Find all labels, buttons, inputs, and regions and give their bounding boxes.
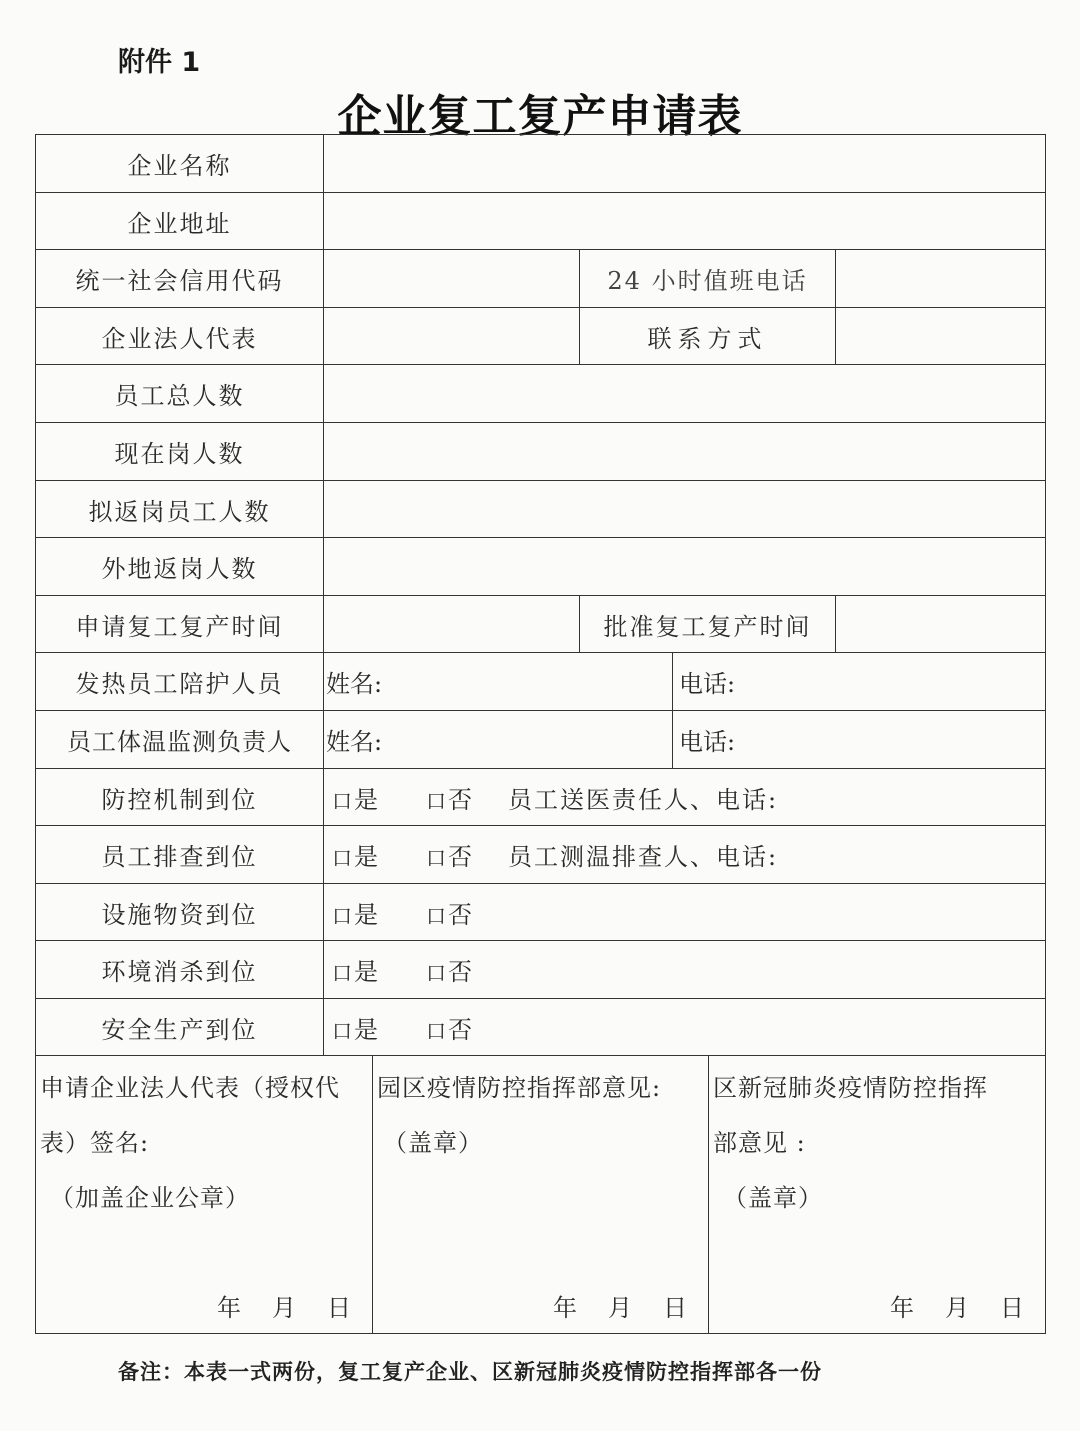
no-checkbox[interactable]: 口否 [426, 785, 472, 814]
yes-checkbox[interactable]: 口是 [332, 1015, 378, 1044]
label-prevention: 防控机制到位 [36, 769, 324, 826]
label-supplies: 设施物资到位 [36, 884, 324, 941]
check-safety [324, 999, 1045, 1056]
form-title: 企业复工复产申请表 [337, 91, 743, 142]
label-credit-code: 统一社会信用代码 [36, 250, 324, 308]
escort-responsible-label: 员工送医责任人、电话: [508, 785, 779, 814]
label-total-staff: 员工总人数 [36, 365, 324, 423]
field-fever-escort-name[interactable] [324, 653, 673, 711]
field-hotline[interactable] [836, 250, 1045, 308]
check-prevention [324, 769, 1045, 826]
applicant-line-2: 表）签名: [40, 1129, 150, 1157]
label-on-duty: 现在岗人数 [36, 423, 324, 481]
field-temp-monitor-phone[interactable] [673, 711, 1045, 769]
footer-note: 备注：本表一式两份，复工复产企业、区新冠肺炎疫情防控指挥部各一份 [118, 1359, 822, 1384]
attachment-label: 附件 1 [118, 47, 201, 78]
applicant-line-3: （加盖企业公章） [50, 1184, 250, 1212]
yes-checkbox[interactable]: 口是 [332, 958, 378, 986]
field-company-address[interactable] [324, 193, 1045, 250]
no-checkbox[interactable]: 口否 [426, 900, 472, 929]
name-label: 姓名: [326, 670, 383, 698]
district-line-2: 部意见 : [713, 1129, 806, 1157]
field-on-duty[interactable] [324, 423, 1045, 481]
field-planned-return[interactable] [324, 481, 1045, 538]
yes-checkbox[interactable]: 口是 [332, 900, 378, 929]
park-line-1: 园区疫情防控指挥部意见: [377, 1074, 662, 1102]
application-form [35, 134, 1046, 1334]
applicant-line-1: 申请企业法人代表（授权代 [40, 1074, 340, 1102]
field-legal-rep[interactable] [324, 308, 580, 365]
label-screening: 员工排查到位 [36, 826, 324, 884]
field-contact[interactable] [836, 308, 1045, 365]
yes-checkbox[interactable]: 口是 [332, 843, 378, 871]
check-disinfection [324, 941, 1045, 999]
no-checkbox[interactable]: 口否 [426, 843, 472, 871]
field-credit-code[interactable] [324, 250, 580, 308]
temp-screening-label: 员工测温排查人、电话: [508, 843, 779, 871]
district-line-1: 区新冠肺炎疫情防控指挥 [713, 1074, 988, 1102]
label-approve-time: 批准复工复产时间 [580, 596, 836, 653]
field-temp-monitor-name[interactable] [324, 711, 673, 769]
district-opinion-section[interactable] [709, 1056, 1045, 1333]
name-label: 姓名: [326, 728, 383, 756]
label-company-name: 企业名称 [36, 135, 324, 193]
no-checkbox[interactable]: 口否 [426, 958, 472, 986]
label-fever-escort: 发热员工陪护人员 [36, 653, 324, 711]
park-line-2: （盖章） [383, 1129, 483, 1157]
no-checkbox[interactable]: 口否 [426, 1015, 472, 1044]
district-date: 年 月 日 [890, 1294, 1025, 1322]
label-hotline: 24 小时值班电话 [580, 250, 836, 308]
label-contact: 联系方式 [580, 308, 836, 365]
field-apply-time[interactable] [324, 596, 580, 653]
yes-checkbox[interactable]: 口是 [332, 785, 378, 814]
check-screening [324, 826, 1045, 884]
label-safety: 安全生产到位 [36, 999, 324, 1056]
applicant-signature-section[interactable] [36, 1056, 373, 1333]
field-total-staff[interactable] [324, 365, 1045, 423]
label-temp-monitor: 员工体温监测负责人 [36, 711, 324, 769]
label-legal-rep: 企业法人代表 [36, 308, 324, 365]
applicant-date: 年 月 日 [217, 1294, 352, 1322]
label-company-address: 企业地址 [36, 193, 324, 250]
field-fever-escort-phone[interactable] [673, 653, 1045, 711]
label-planned-return: 拟返岗员工人数 [36, 481, 324, 538]
district-line-3: （盖章） [723, 1184, 823, 1212]
park-date: 年 月 日 [553, 1294, 688, 1322]
park-opinion-section[interactable] [373, 1056, 709, 1333]
label-apply-time: 申请复工复产时间 [36, 596, 324, 653]
phone-label: 电话: [679, 728, 736, 756]
field-approve-time[interactable] [836, 596, 1045, 653]
label-outside-return: 外地返岗人数 [36, 538, 324, 596]
field-company-name[interactable] [324, 135, 1045, 193]
phone-label: 电话: [679, 670, 736, 698]
field-outside-return[interactable] [324, 538, 1045, 596]
check-supplies [324, 884, 1045, 941]
label-disinfection: 环境消杀到位 [36, 941, 324, 999]
